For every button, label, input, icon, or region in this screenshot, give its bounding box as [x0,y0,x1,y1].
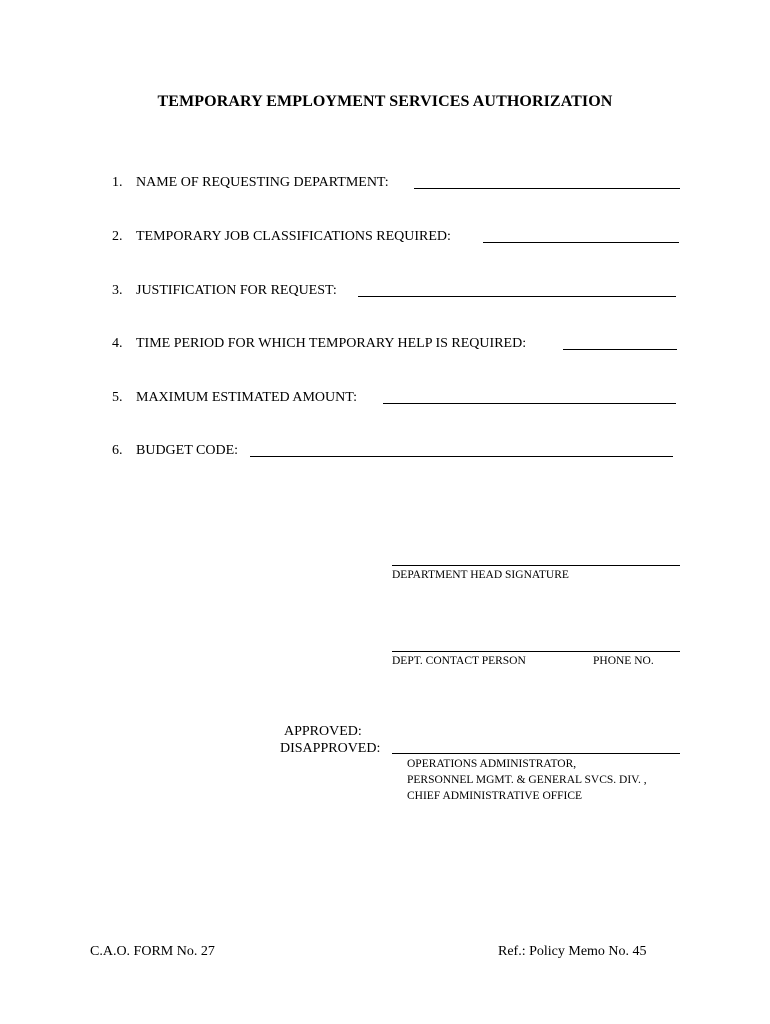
time-period-blank[interactable] [563,349,677,350]
item-label: MAXIMUM ESTIMATED AMOUNT: [136,390,357,405]
contact-person-line[interactable] [392,651,680,652]
requesting-department-blank[interactable] [414,188,680,189]
item-number: 3. [112,283,123,298]
budget-code-blank[interactable] [250,456,673,457]
form-title: TEMPORARY EMPLOYMENT SERVICES AUTHORIZATION [157,93,613,110]
policy-reference: Ref.: Policy Memo No. 45 [498,944,647,959]
disapproved-label: DISAPPROVED: [280,741,381,756]
item-number: 4. [112,336,123,351]
item-label: BUDGET CODE: [136,443,239,458]
phone-label: PHONE NO. [593,655,654,667]
maximum-amount-blank[interactable] [383,403,676,404]
approver-signature-line[interactable] [392,753,680,754]
contact-person-label: DEPT. CONTACT PERSON [392,655,526,667]
item-label: TEMPORARY JOB CLASSIFICATIONS REQUIRED: [136,229,451,244]
approver-title-line-3: CHIEF ADMINISTRATIVE OFFICE [407,790,583,802]
item-label: NAME OF REQUESTING DEPARTMENT: [136,175,389,190]
form-number: C.A.O. FORM No. 27 [90,944,215,959]
item-number: 1. [112,175,123,190]
department-head-signature-line[interactable] [392,565,680,566]
approved-label: APPROVED: [284,724,362,739]
item-label: JUSTIFICATION FOR REQUEST: [136,283,337,298]
justification-blank[interactable] [358,296,676,297]
job-classifications-blank[interactable] [483,242,679,243]
item-number: 6. [112,443,123,458]
item-number: 5. [112,390,123,405]
item-number: 2. [112,229,123,244]
approver-title-line-2: PERSONNEL MGMT. & GENERAL SVCS. DIV. , [407,774,647,786]
approver-title-line-1: OPERATIONS ADMINISTRATOR, [407,758,577,770]
item-label: TIME PERIOD FOR WHICH TEMPORARY HELP IS REQUIRED: [136,336,527,351]
department-head-signature-label: DEPARTMENT HEAD SIGNATURE [392,569,569,581]
